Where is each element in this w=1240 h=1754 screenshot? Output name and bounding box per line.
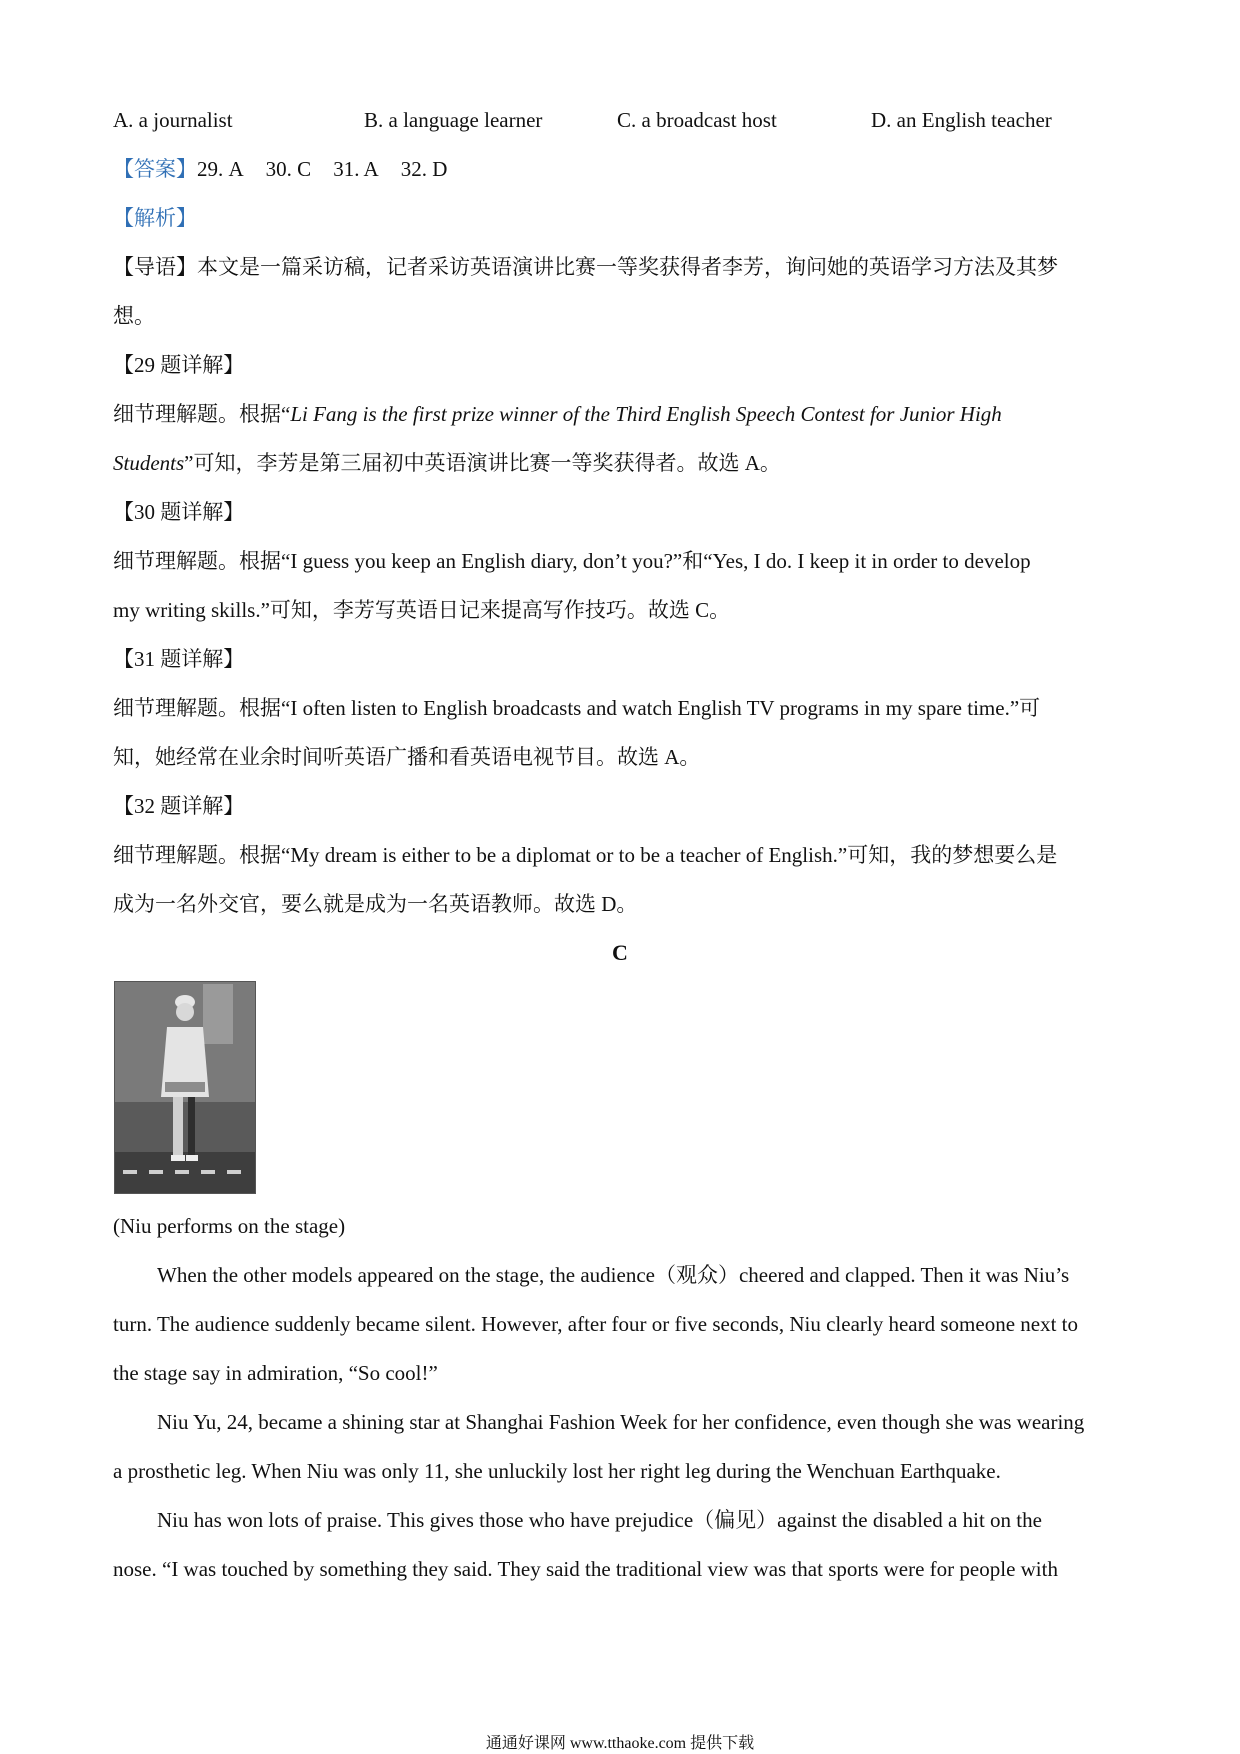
page-footer: 通通好课网 www.tthaoke.com 提供下载 bbox=[485, 1735, 755, 1752]
passage-p1-line-3: the stage say in admiration, “So cool!” bbox=[113, 1361, 438, 1385]
passage-p3-line-1: Niu has won lots of praise. This gives those who have prejudice（偏见）against the disabled a hit on the bbox=[157, 1508, 1042, 1532]
answer-item: 29. A bbox=[197, 157, 244, 181]
passage-p3-line-2: nose. “I was touched by something they said. They said the traditional view was that sports were for people with bbox=[113, 1557, 1058, 1581]
passage-p1-line-2: turn. The audience suddenly became silent. However, after four or five seconds, Niu clearly heard someone next to bbox=[113, 1312, 1079, 1336]
answer-item: 30. C bbox=[265, 157, 312, 181]
q30-line-1: 细节理解题。根据“I guess you keep an English diary, don’t you?”和“Yes, I do. I keep it in order to develop bbox=[113, 549, 1031, 573]
section-heading: C bbox=[612, 940, 628, 965]
option-b: B. a language learner bbox=[364, 108, 543, 132]
q29-line-1 bbox=[113, 400, 1127, 428]
q29-quote-1: Li Fang is the first prize winner of the Third English Speech Contest for Junior High bbox=[290, 402, 1002, 426]
q29-title: 【29 题详解】 bbox=[113, 353, 245, 377]
answer-label: 【答案】 bbox=[113, 157, 197, 181]
q32-line-2: 成为一名外交官，要么就是成为一名英语教师。故选 D。 bbox=[113, 892, 638, 916]
guide-line-2: 想。 bbox=[113, 304, 155, 328]
passage-p2-line-2: a prosthetic leg. When Niu was only 11, she unluckily lost her right leg during the Wenchuan Earthquake. bbox=[113, 1459, 1001, 1483]
answer-item: 31. A bbox=[333, 157, 379, 181]
option-c: C. a broadcast host bbox=[617, 108, 777, 132]
guide-line-1: 【导语】本文是一篇采访稿，记者采访英语演讲比赛一等奖获得者李芳，询问她的英语学习方法及其梦 bbox=[113, 255, 1058, 279]
analysis-label: 【解析】 bbox=[113, 206, 197, 230]
answer-line bbox=[113, 155, 1127, 183]
q29-quote-2: Students bbox=[113, 451, 185, 475]
q30-title: 【30 题详解】 bbox=[113, 500, 245, 524]
answer-item: 32. D bbox=[400, 157, 448, 181]
q30-line-2: my writing skills.”可知，李芳写英语日记来提高写作技巧。故选 C。 bbox=[113, 598, 731, 622]
q31-line-1: 细节理解题。根据“I often listen to English broadcasts and watch English TV programs in my spare time.”可 bbox=[113, 696, 1041, 720]
q29-suffix: ”可知，李芳是第三届初中英语演讲比赛一等奖获得者。故选 A。 bbox=[184, 451, 781, 475]
option-a: A. a journalist bbox=[113, 108, 233, 132]
q29-prefix: 细节理解题。根据“ bbox=[113, 402, 291, 426]
photo-caption: (Niu performs on the stage) bbox=[113, 1214, 346, 1238]
passage-p1-line-1: When the other models appeared on the stage, the audience（观众）cheered and clapped. Then it was Niu’s bbox=[157, 1263, 1070, 1287]
q31-line-2: 知，她经常在业余时间听英语广播和看英语电视节目。故选 A。 bbox=[113, 745, 701, 769]
q32-line-1: 细节理解题。根据“My dream is either to be a diplomat or to be a teacher of English.”可知，我的梦想要么是 bbox=[113, 843, 1058, 867]
q31-title: 【31 题详解】 bbox=[113, 647, 245, 671]
q29-line-2 bbox=[113, 449, 1127, 477]
passage-p2-line-1: Niu Yu, 24, became a shining star at Shanghai Fashion Week for her confidence, even though she was wearing bbox=[157, 1410, 1085, 1434]
option-d: D. an English teacher bbox=[871, 108, 1052, 132]
q32-title: 【32 题详解】 bbox=[113, 794, 245, 818]
stage-photo bbox=[114, 981, 256, 1194]
